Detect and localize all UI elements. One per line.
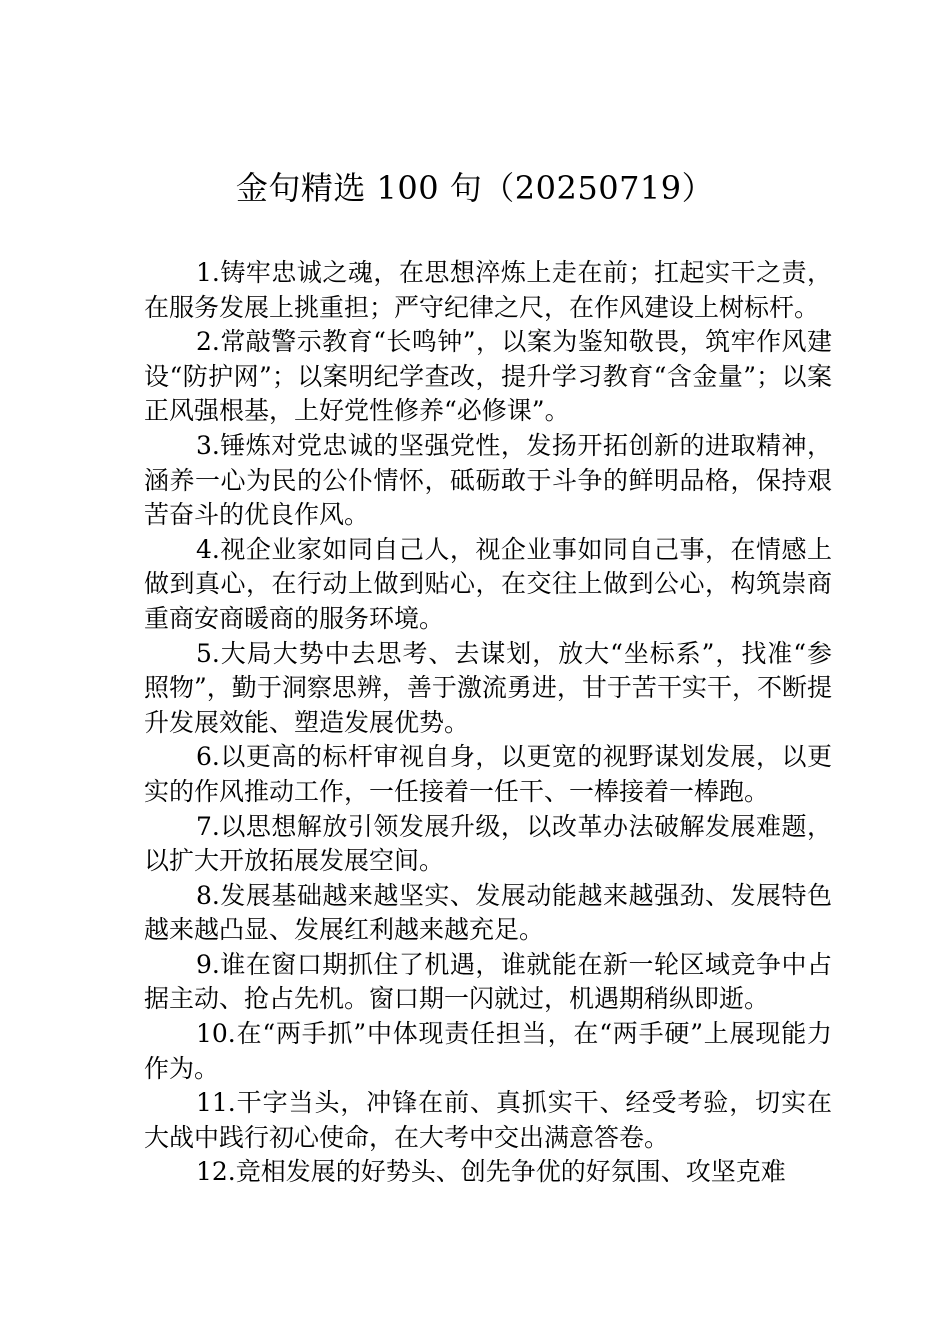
quote-item-11: 11.干字当头，冲锋在前、真抓实干、经受考验，切实在大战中践行初心使命，在大考中交出满意答卷。 (144, 1088, 832, 1152)
quote-item-10: 10.在“两手抓”中体现责任担当，在“两手硬”上展现能力作为。 (144, 1019, 832, 1083)
quote-item-1: 1.铸牢忠诚之魂，在思想淬炼上走在前；扛起实干之责，在服务发展上挑重担；严守纪律之尺，在作风建设上树标杆。 (144, 258, 832, 322)
quote-item-8: 8.发展基础越来越坚实、发展动能越来越强劲、发展特色越来越凸显、发展红利越来越充足。 (144, 880, 832, 945)
quote-item-5: 5.大局大势中去思考、去谋划，放大“坐标系”，找准“参照物”，勤于洞察思辨，善于激流勇进，甘于苦干实干，不断提升发展效能、塑造发展优势。 (144, 638, 832, 737)
quote-list (144, 256, 832, 1190)
quote-item-7: 7.以思想解放引领发展升级，以改革办法破解发展难题，以扩大开放拓展发展空间。 (144, 811, 832, 876)
quote-item-6: 6.以更高的标杆审视自身，以更宽的视野谋划发展，以更实的作风推动工作，一任接着一任干、一棒接着一棒跑。 (144, 742, 832, 806)
quote-item-3: 3.锤炼对党忠诚的坚强党性，发扬开拓创新的进取精神，涵养一心为民的公仆情怀，砥砺敢于斗争的鲜明品格，保持艰苦奋斗的优良作风。 (144, 430, 832, 530)
document-title: 金句精选 100 句（20250719） (235, 169, 715, 207)
quote-item-9: 9.谁在窗口期抓住了机遇，谁就能在新一轮区域竞争中占据主动、抢占先机。窗口期一闪就过，机遇期稍纵即逝。 (144, 949, 832, 1014)
quote-item-2: 2.常敲警示教育“长鸣钟”，以案为鉴知敬畏，筑牢作风建设“防护网”；以案明纪学查改，提升学习教育“含金量”；以案正风强根基，上好党性修养“必修课”。 (144, 327, 832, 426)
quote-item-12: 12.竞相发展的好势头、创先争优的好氛围、攻坚克难 (196, 1157, 786, 1187)
quote-item-4: 4.视企业家如同自己人，视企业事如同自己事，在情感上做到真心，在行动上做到贴心，在交往上做到公心，构筑崇商重商安商暖商的服务环境。 (144, 534, 832, 633)
